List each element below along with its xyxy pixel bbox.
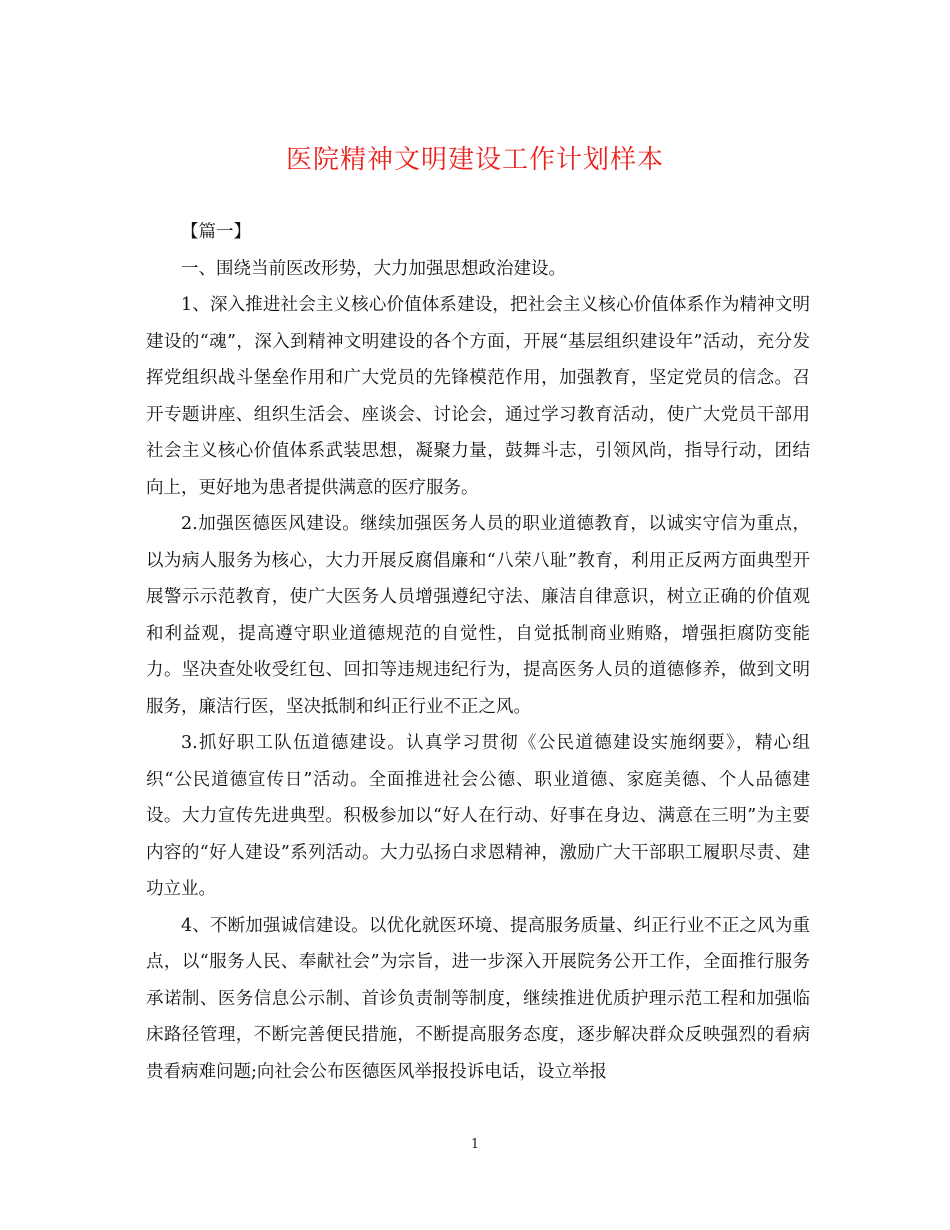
paragraph-5: 4、不断加强诚信建设。以优化就医环境、提高服务质量、纠正行业不正之风为重点，以“服务人民、奉献社会”为宗旨，进一步深入开展院务公开工作，全面推行服务承诺制、医务信息公示制、首诊负责制等制度，继续推进优质护理示范工程和加强临床路径管理，不断完善便民措施，不断提高服务态度，逐步解决群众反映强烈的看病贵看病难问题;向社会公布医德医风举报投诉电话，设立举报 (146, 915, 810, 1082)
document-title: 医院精神文明建设工作计划样本 (285, 145, 664, 175)
document-body (146, 214, 810, 1090)
paragraph-1: 一、围绕当前医改形势，大力加强思想政治建设。 (181, 258, 566, 279)
section-heading: 【篇一】 (181, 222, 251, 242)
paragraph-2: 1、深入推进社会主义核心价值体系建设，把社会主义核心价值体系作为精神文明建设的“魂”，深入到精神文明建设的各个方面，开展“基层组织建设年”活动，充分发挥党组织战斗堡垒作用和广大党员的先锋模范作用，加强教育，坚定党员的信念。召开专题讲座、组织生活会、座谈会、讨论会，通过学习教育活动，使广大党员干部用社会主义核心价值体系武装思想，凝聚力量，鼓舞斗志，引领风尚，指导行动，团结向上，更好地为患者提供满意的医疗服务。 (146, 295, 810, 498)
paragraph-4: 3.抓好职工队伍道德建设。认真学习贯彻《公民道德建设实施纲要》，精心组织“公民道德宣传日”活动。全面推进社会公德、职业道德、家庭美德、个人品德建设。大力宣传先进典型。积极参加以“好人在行动、好事在身边、满意在三明”为主要内容的“好人建设”系列活动。大力弘扬白求恩精神，激励广大干部职工履职尽责、建功立业。 (146, 733, 810, 899)
paragraph-3: 2.加强医德医风建设。继续加强医务人员的职业道德教育，以诚实守信为重点，以为病人服务为核心，大力开展反腐倡廉和“八荣八耻”教育，利用正反两方面典型开展警示示范教育，使广大医务人员增强遵纪守法、廉洁自律意识，树立正确的价值观和利益观，提高遵守职业道德规范的自觉性，自觉抵制商业贿赂，增强拒腐防变能力。坚决查处收受红包、回扣等违规违纪行为，提高医务人员的道德修养，做到文明服务，廉洁行医，坚决抵制和纠正行业不正之风。 (146, 514, 810, 717)
page-number: 1 (470, 1137, 480, 1152)
